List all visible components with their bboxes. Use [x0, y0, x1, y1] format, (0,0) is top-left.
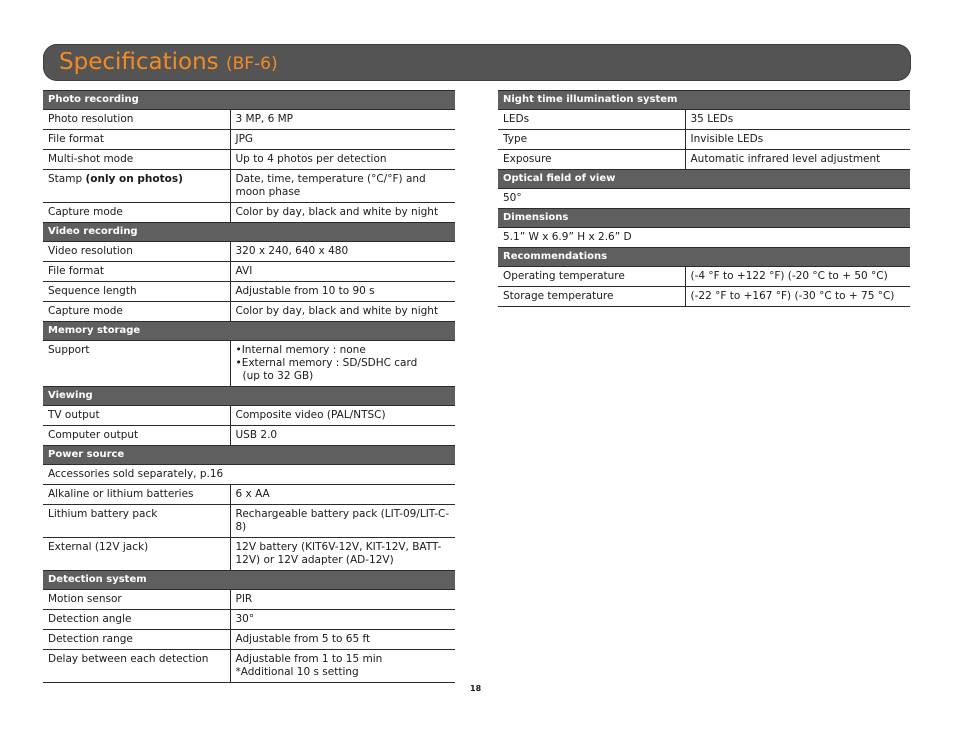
table-row: LEDs 35 LEDs: [498, 110, 910, 130]
table-row: Detection angle 30°: [43, 610, 455, 630]
section-memory-storage: Memory storage: [43, 322, 455, 341]
table-row: Motion sensor PIR: [43, 590, 455, 610]
section-night-illumination: Night time illumination system: [498, 91, 910, 110]
table-row: Exposure Automatic infrared level adjustment: [498, 150, 910, 170]
title-text: Specifications: [59, 49, 219, 75]
section-photo-recording: Photo recording: [43, 91, 455, 110]
model-text: (BF-6): [225, 54, 278, 74]
section-recommendations: Recommendations: [498, 248, 910, 267]
table-row: File format JPG: [43, 130, 455, 150]
section-optical-field: Optical field of view: [498, 170, 910, 189]
title-bar: [43, 44, 911, 81]
table-row: Type Invisible LEDs: [498, 130, 910, 150]
stamp-qualifier: (only on photos): [85, 173, 183, 185]
section-dimensions: Dimensions: [498, 209, 910, 228]
support-line: (up to 32 GB): [242, 370, 314, 382]
delay-extra: *Additional 10 s setting: [235, 666, 359, 678]
table-row: Computer output USB 2.0: [43, 426, 455, 446]
table-row: File format AVI: [43, 262, 455, 282]
table-row: 5.1” W x 6.9” H x 2.6” D: [498, 228, 910, 248]
table-row: Capture mode Color by day, black and white by night: [43, 203, 455, 223]
table-row: Storage temperature (-22 °F to +167 °F) (-30 °C to + 75 °C): [498, 287, 910, 307]
page-title: [59, 47, 278, 79]
stamp-label: Stamp: [48, 173, 83, 185]
delay-range: Adjustable from 1 to 15 min: [235, 653, 383, 665]
support-line: •External memory : SD/SDHC card: [235, 357, 418, 369]
table-row: Stamp (only on photos) Date, time, temperature (°C/°F) and moon phase: [43, 170, 455, 203]
table-row: Detection range Adjustable from 5 to 65 ft: [43, 630, 455, 650]
section-video-recording: Video recording: [43, 223, 455, 242]
support-line: •Internal memory : none: [235, 344, 366, 356]
section-viewing: Viewing: [43, 387, 455, 406]
table-row: Lithium battery pack Rechargeable battery pack (LIT-09/LIT-C-8): [43, 505, 455, 538]
table-row: TV output Composite video (PAL/NTSC): [43, 406, 455, 426]
table-row: 50°: [498, 189, 910, 209]
table-row: Sequence length Adjustable from 10 to 90 s: [43, 282, 455, 302]
table-row: Alkaline or lithium batteries 6 x AA: [43, 485, 455, 505]
table-row: Capture mode Color by day, black and white by night: [43, 302, 455, 322]
right-spec-table: [498, 90, 910, 307]
table-row: Video resolution 320 x 240, 640 x 480: [43, 242, 455, 262]
table-row: Operating temperature (-4 °F to +122 °F) (-20 °C to + 50 °C): [498, 267, 910, 287]
page-number: 18: [470, 684, 482, 693]
section-power-source: Power source: [43, 446, 455, 465]
table-row: Accessories sold separately, p.16: [43, 465, 455, 485]
table-row: Delay between each detection Adjustable from 1 to 15 min *Additional 10 s setting: [43, 650, 455, 683]
table-row: Multi-shot mode Up to 4 photos per detection: [43, 150, 455, 170]
table-row: Support •Internal memory : none •External memory : SD/SDHC card (up to 32 GB): [43, 341, 455, 387]
left-spec-table: [43, 90, 455, 683]
section-detection-system: Detection system: [43, 571, 455, 590]
table-row: Photo resolution 3 MP, 6 MP: [43, 110, 455, 130]
table-row: External (12V jack) 12V battery (KIT6V-12V, KIT-12V, BATT-12V) or 12V adapter (AD-12V): [43, 538, 455, 571]
